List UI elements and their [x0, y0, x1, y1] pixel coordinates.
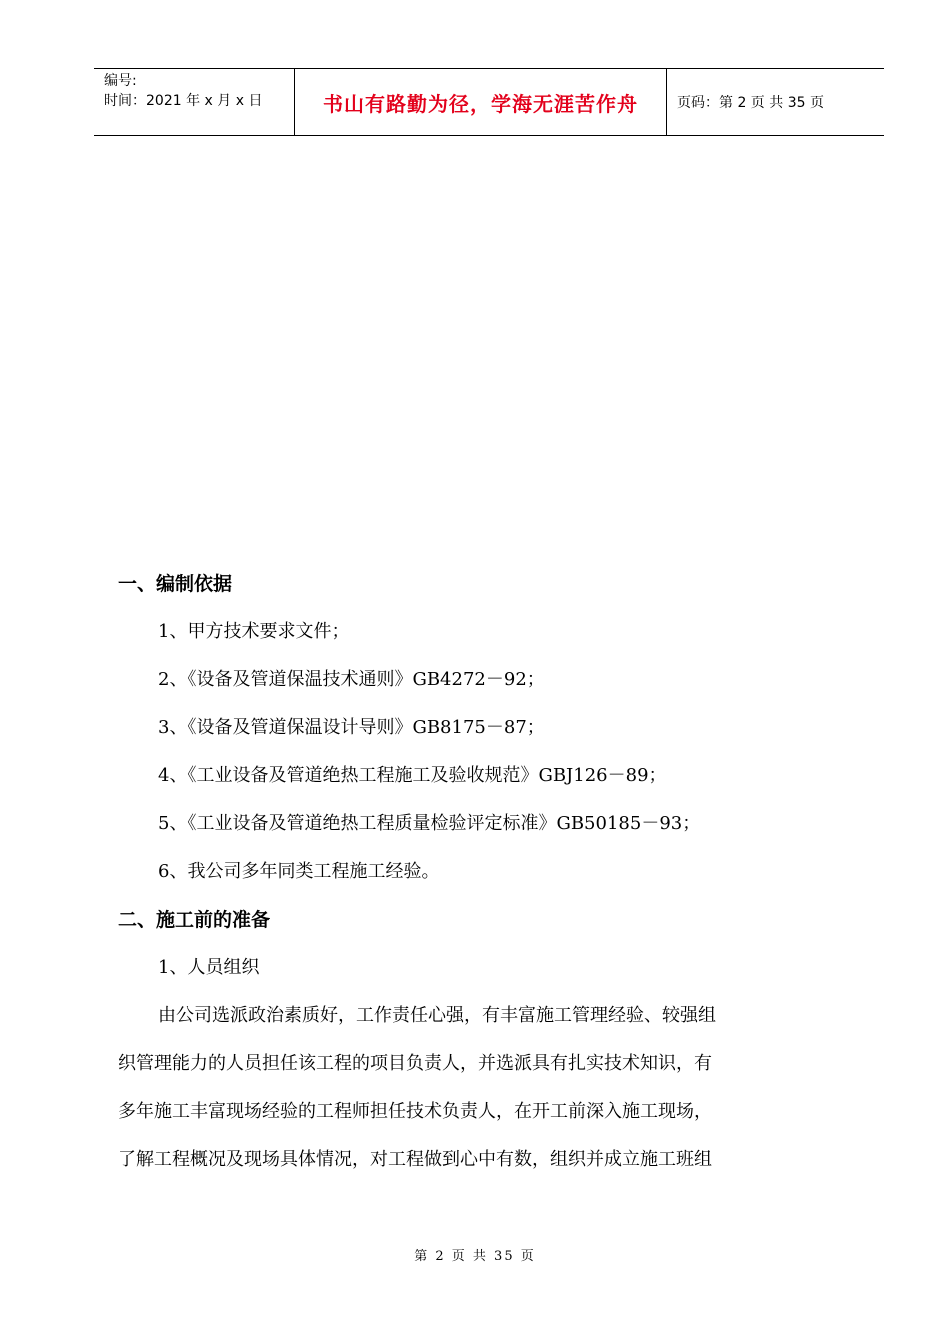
- paragraph-line: 由公司选派政治素质好，工作责任心强，有丰富施工管理经验、较强组: [158, 1005, 716, 1026]
- paragraph-line: 织管理能力的人员担任该工程的项目负责人，并选派具有扎实技术知识，有: [118, 1053, 712, 1074]
- subsection-heading-personnel: 1、人员组织: [158, 957, 260, 978]
- basis-item: 5、《工业设备及管道绝热工程质量检验评定标准》GB50185－93；: [158, 813, 701, 834]
- paragraph-line: 了解工程概况及现场具体情况，对工程做到心中有数，组织并成立施工班组: [118, 1149, 712, 1170]
- document-number-label: 编号:: [104, 73, 137, 89]
- section-heading-basis: 一、编制依据: [118, 573, 233, 595]
- basis-item: 3、《设备及管道保温设计导则》GB8175－87；: [158, 717, 545, 738]
- basis-item: 1、甲方技术要求文件；: [158, 621, 350, 642]
- document-date-label: 时间：2021 年 x 月 x 日: [104, 93, 263, 109]
- section-heading-preparation: 二、施工前的准备: [118, 909, 271, 931]
- page-footer: 第 2 页 共 35 页: [414, 1249, 536, 1264]
- document-body: [118, 560, 863, 1184]
- header-info-cell: [94, 69, 295, 135]
- page-header: [94, 68, 884, 136]
- basis-item: 4、《工业设备及管道绝热工程施工及验收规范》GBJ126－89；: [158, 765, 667, 786]
- basis-item: 2、《设备及管道保温技术通则》GB4272－92；: [158, 669, 545, 690]
- header-motto: 书山有路勤为径，学海无涯苦作舟: [295, 69, 667, 135]
- paragraph-line: 多年施工丰富现场经验的工程师担任技术负责人，在开工前深入施工现场，: [118, 1101, 712, 1122]
- header-page-number: 页码：第 2 页 共 35 页: [677, 95, 824, 111]
- basis-item: 6、我公司多年同类工程施工经验。: [158, 861, 440, 882]
